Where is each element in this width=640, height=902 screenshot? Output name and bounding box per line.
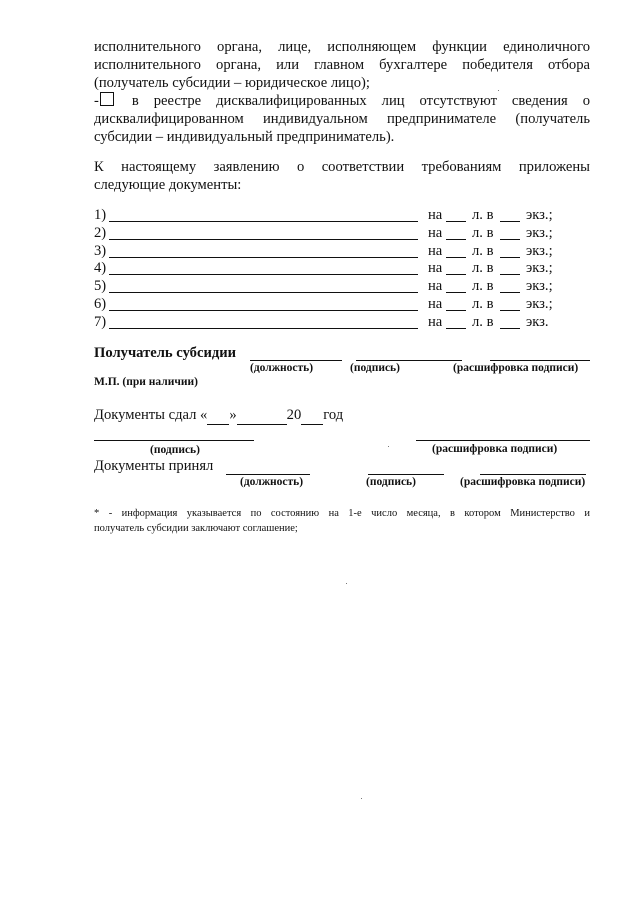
scan-speck [388, 446, 389, 447]
document-sheets-label: л. в [472, 278, 494, 295]
document-row [94, 314, 564, 331]
document-pages-blank[interactable] [446, 239, 466, 240]
scan-speck [361, 798, 362, 799]
document-row [94, 260, 564, 277]
document-copies-blank[interactable] [500, 328, 520, 329]
submitted-signature-caption: (подпись) [150, 444, 200, 456]
accepted-position-caption: (должность) [240, 476, 304, 488]
submitted-month-blank[interactable] [237, 407, 287, 425]
accepted-position-line[interactable] [226, 474, 310, 475]
document-na-label: на [428, 224, 443, 241]
intro-paragraph [94, 38, 590, 92]
document-row [94, 296, 564, 313]
document-copies-label: экз.; [526, 207, 553, 223]
accepted-signature-line[interactable] [368, 474, 444, 475]
document-copies-label: экз.; [526, 242, 553, 259]
submitted-decoding-line[interactable] [416, 440, 590, 441]
recipient-decoding-caption: (расшифровка подписи) [453, 362, 579, 374]
recipient-position-caption: (должность) [250, 362, 314, 374]
document-pages-blank[interactable] [446, 221, 466, 222]
document-sheets-label: л. в [472, 260, 494, 277]
document-number: 2) [94, 224, 107, 241]
checkbox[interactable] [100, 92, 114, 106]
document-copies-blank[interactable] [500, 274, 520, 275]
document-number: 1) [94, 207, 107, 223]
document-pages-blank[interactable] [446, 257, 466, 258]
footnote-line: получатель субсидии заключают соглашение; [94, 523, 298, 534]
intro-line: исполнительного органа, лице, исполняющем функции единоличного [94, 39, 590, 55]
document-copies-label: экз.; [526, 224, 553, 241]
document-sheets-label: л. в [472, 313, 494, 330]
submitted-prefix: Документы сдал « [94, 407, 208, 423]
document-sheets-label: л. в [472, 296, 494, 312]
document-copies-blank[interactable] [500, 257, 520, 258]
recipient-label: Получатель субсидии [94, 345, 237, 361]
recipient-signature-caption: (подпись) [350, 362, 400, 374]
intro-line: (получатель субсидии – юридическое лицо); [94, 75, 370, 91]
document-number: 4) [94, 260, 107, 277]
checkbox-line: дисквалифицированном индивидуальном предпринимателе (получатель [94, 111, 590, 127]
accepted-decoding-caption: (расшифровка подписи) [460, 476, 586, 488]
checkbox-paragraph [94, 92, 590, 146]
document-na-label: на [428, 260, 443, 277]
document-pages-blank[interactable] [446, 310, 466, 311]
document-row [94, 207, 564, 224]
document-copies-blank[interactable] [500, 239, 520, 240]
document-na-label: на [428, 242, 443, 259]
scan-speck [346, 583, 347, 584]
document-copies-label: экз.; [526, 296, 553, 312]
document-copies-label: экз. [526, 313, 549, 330]
checkbox-prefix: - [94, 93, 99, 109]
document-copies-label: экз.; [526, 260, 553, 277]
document-title-blank[interactable] [109, 221, 418, 222]
recipient-position-line[interactable] [250, 360, 342, 361]
checkbox-line: субсидии – индивидуальный предприниматель). [94, 129, 395, 145]
accepted-signature-caption: (подпись) [366, 476, 416, 488]
accepted-label: Документы принял [94, 458, 214, 474]
document-title-blank[interactable] [109, 274, 418, 275]
document-title-blank[interactable] [109, 328, 418, 329]
document-title-blank[interactable] [109, 310, 418, 311]
document-number: 7) [94, 313, 107, 330]
submitted-day-blank[interactable] [207, 407, 229, 425]
footnote [94, 506, 590, 536]
intro-line: исполнительного органа, или главном бухгалтере победителя отбора [94, 57, 590, 73]
submitted-year-blank[interactable] [301, 407, 323, 425]
document-row [94, 278, 564, 295]
document-sheets-label: л. в [472, 242, 494, 259]
recipient-signature-line[interactable] [356, 360, 462, 361]
submitted-line [94, 407, 343, 425]
document-copies-label: экз.; [526, 278, 553, 295]
recipient-decoding-line[interactable] [490, 360, 590, 361]
document-sheets-label: л. в [472, 224, 494, 241]
document-pages-blank[interactable] [446, 292, 466, 293]
submitted-year-prefix: 20 [286, 407, 302, 423]
stamp-note: М.П. (при наличии) [94, 376, 198, 388]
document-sheets-label: л. в [472, 207, 494, 223]
document-number: 5) [94, 278, 107, 295]
document-na-label: на [428, 278, 443, 295]
accepted-decoding-line[interactable] [480, 474, 586, 475]
submitted-decoding-caption: (расшифровка подписи) [432, 443, 558, 455]
document-title-blank[interactable] [109, 239, 418, 240]
document-row [94, 243, 564, 260]
submitted-signature-line[interactable] [94, 440, 254, 441]
document-title-blank[interactable] [109, 292, 418, 293]
attachments-line: К настоящему заявлению о соответствии требованиям приложены [94, 159, 590, 175]
document-row [94, 225, 564, 242]
attachments-intro [94, 158, 590, 194]
document-na-label: на [428, 313, 443, 330]
document-number: 6) [94, 296, 107, 312]
document-pages-blank[interactable] [446, 274, 466, 275]
submitted-quote-close: » [229, 407, 237, 423]
document-pages-blank[interactable] [446, 328, 466, 329]
document-number: 3) [94, 242, 107, 259]
attachments-line: следующие документы: [94, 177, 242, 193]
document-copies-blank[interactable] [500, 221, 520, 222]
document-copies-blank[interactable] [500, 310, 520, 311]
checkbox-line-text: в реестре дисквалифицированных лиц отсутствуют сведения о [131, 93, 590, 109]
document-title-blank[interactable] [109, 257, 418, 258]
footnote-line: * - информация указывается по состоянию на 1-е число месяца, в котором Министерство и [94, 508, 590, 519]
checkbox-line [94, 92, 590, 110]
submitted-year-suffix: год [323, 407, 344, 423]
scan-speck [498, 90, 499, 91]
document-na-label: на [428, 296, 443, 312]
document-na-label: на [428, 207, 443, 223]
document-copies-blank[interactable] [500, 292, 520, 293]
